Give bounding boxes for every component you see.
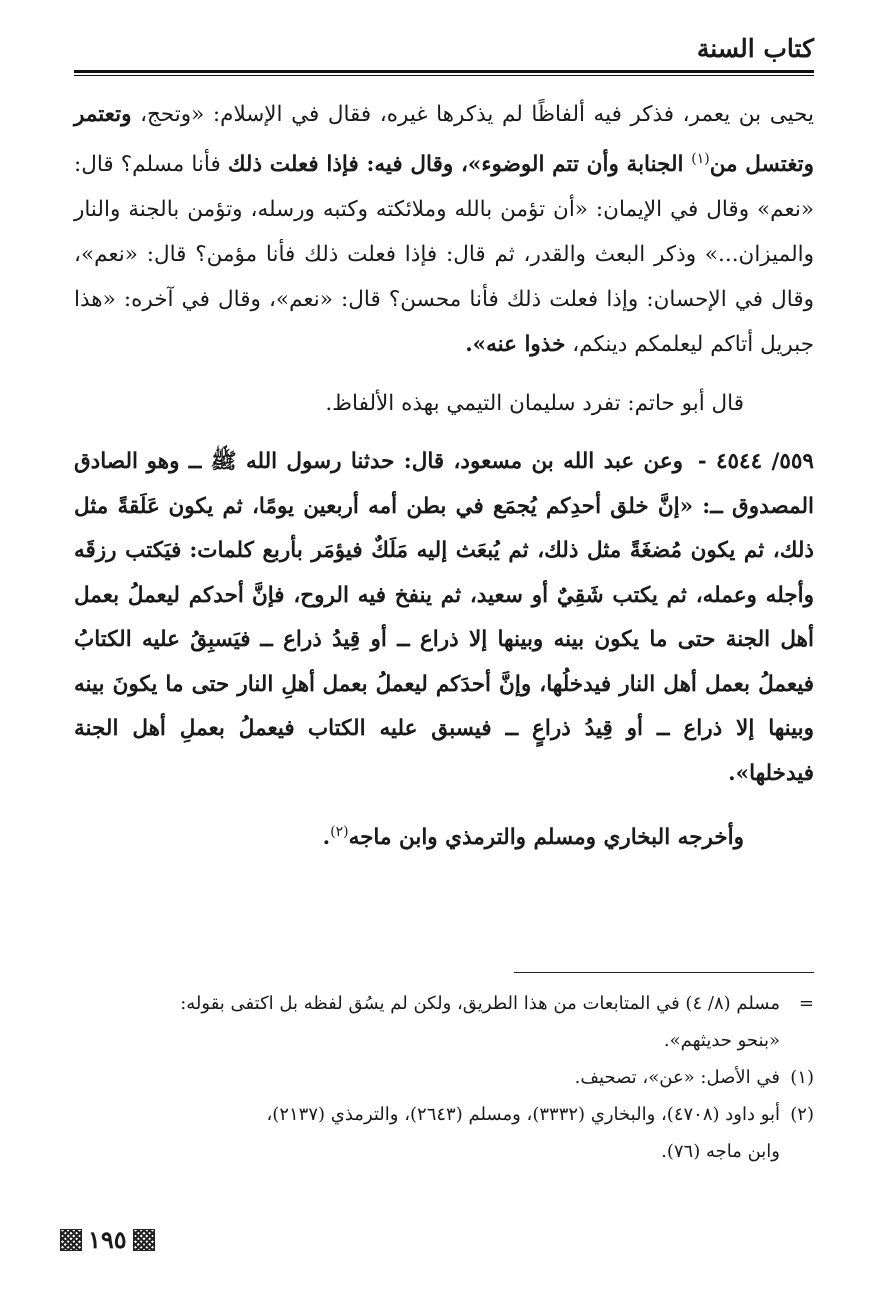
- header-rule-thin: [74, 75, 814, 76]
- running-header: [74, 30, 814, 70]
- ornament-icon: [60, 1229, 82, 1251]
- footnote-ref-1[interactable]: (١): [691, 151, 710, 167]
- intro-line-3: فأنا مسلم؟ قال: «نعم» وقال في الإيمان: «أن تؤمن بالله وملائكته وكتبه: [74, 152, 814, 223]
- header-rule-thick: [74, 70, 814, 73]
- intro-line-6: محسن؟ قال: «نعم»، وقال في آخره: «هذا جبريل أتاكم ليعلمكم دينكم،: [74, 287, 814, 358]
- intro-line-2a: وتعتمر وتغتسل من: [74, 102, 814, 178]
- footnote-1: [74, 1059, 814, 1096]
- intro-line-7: خذوا عنه».: [465, 332, 566, 358]
- footnotes: [74, 985, 814, 1170]
- intro-line-2b: الجنابة وأن تتم الوضوء»، وقال فيه: فإذا فعلت ذلك: [227, 152, 692, 178]
- page-number: ١٩٥: [88, 1225, 127, 1254]
- hadith-source: [74, 810, 814, 860]
- footnote-ref-2[interactable]: (٢): [330, 824, 349, 841]
- abu-hatim-note: قال أبو حاتم: تفرد سليمان التيمي بهذه الألفاظ.: [325, 391, 744, 417]
- hadith-line-3: عَلَقةً مثل ذلك، ثم يكون مُضغَةً مثل ذلك، ثم يُبعَث إليه مَلَكٌ فيؤمَر بأربع كلمات:: [74, 493, 814, 564]
- intro-line-1: يحيى بن يعمر، فذكر فيه ألفاظًا لم يذكرها غيره، فقال في الإسلام: «وتحج،: [140, 102, 814, 127]
- hadith-line-5: أحدكم ليعملُ بعمل أهل الجنة حتى ما يكون بينه وبينها إلا ذراع ــ أو قِيدُ ذراع ــ: [74, 582, 814, 653]
- footnote-separator: [514, 972, 814, 973]
- footnote-2: [74, 1096, 814, 1133]
- continuation-line-2: «بنحو حديثهم».: [663, 1030, 780, 1051]
- hadith-paragraph: [74, 440, 814, 796]
- footnote-2-line-2: وابن ماجه (٧٦).: [661, 1141, 780, 1162]
- source-end: .: [322, 825, 331, 851]
- hadith-line-8: فيعملُ بعملِ أهل الجنة فيدخلها».: [74, 716, 814, 786]
- hadith-line-7: أهلِ النار حتى ما يكونَ بينه وبينها إلا ذراع ــ أو قِيدُ ذراعٍ ــ فيسبق عليه الكتاب: [74, 671, 814, 742]
- intro-line-5: فعلت ذلك فأنا مؤمن؟ قال: «نعم»، وقال في الإحسان: وإذا فعلت ذلك فأنا: [74, 242, 814, 313]
- footnote-1-text: في الأصل: «عن»، تصحيف.: [574, 1067, 780, 1088]
- intro-line-4: ورسله، وتؤمن بالجنة والنار والميزان...» وذكر البعث والقدر، ثم قال: فإذا: [74, 197, 814, 268]
- source-text: وأخرجه البخاري ومسلم والترمذي وابن ماجه: [348, 825, 744, 851]
- footnote-2-line-1: أبو داود (٤٧٠٨)، والبخاري (٣٣٣٢)، ومسلم (٢٦٤٣)، والترمذي (٢١٣٧)،: [266, 1104, 780, 1125]
- footnote-1-mark: (١): [790, 1067, 814, 1088]
- hadith-line-2: الصادق المصدوق ــ: «إنَّ خلق أحدِكم يُجمَع في بطن أمه أربعين يومًا، ثم يكون: [74, 449, 814, 519]
- hadith-line-1: وعن عبد الله بن مسعود، قال: حدثنا رسول الله ﷺ ــ وهو: [146, 449, 684, 475]
- hadith-number: ٥٥٩/ ٤٥٤٤ -: [697, 449, 814, 475]
- page-folio: [60, 1225, 155, 1254]
- hadith-line-6: فيَسبِقُ عليه الكتابُ فيعملُ بعمل أهل النار فيدخلُها، وإنَّ أحدَكم ليعملُ بعمل: [74, 627, 814, 697]
- ornament-icon: [133, 1229, 155, 1251]
- continuation-line-1: مسلم (٨/ ٤) في المتابعات من هذا الطريق، ولكن لم يسُق لفظه بل اكتفى بقوله:: [180, 993, 780, 1014]
- hadith-line-4: فيَكتب رزقَه وأجله وعمله، ثم يكتب شَقِيٌ أو سعيد، ثم ينفخ فيه الروح، فإنَّ: [74, 538, 814, 608]
- footnote-continuation: [74, 985, 814, 1022]
- page-title: كتاب السنة: [696, 34, 814, 63]
- footnote-2-mark: (٢): [790, 1104, 814, 1125]
- continuation-mark: =: [798, 993, 814, 1014]
- main-text: [74, 92, 814, 860]
- intro-paragraph: [74, 92, 814, 367]
